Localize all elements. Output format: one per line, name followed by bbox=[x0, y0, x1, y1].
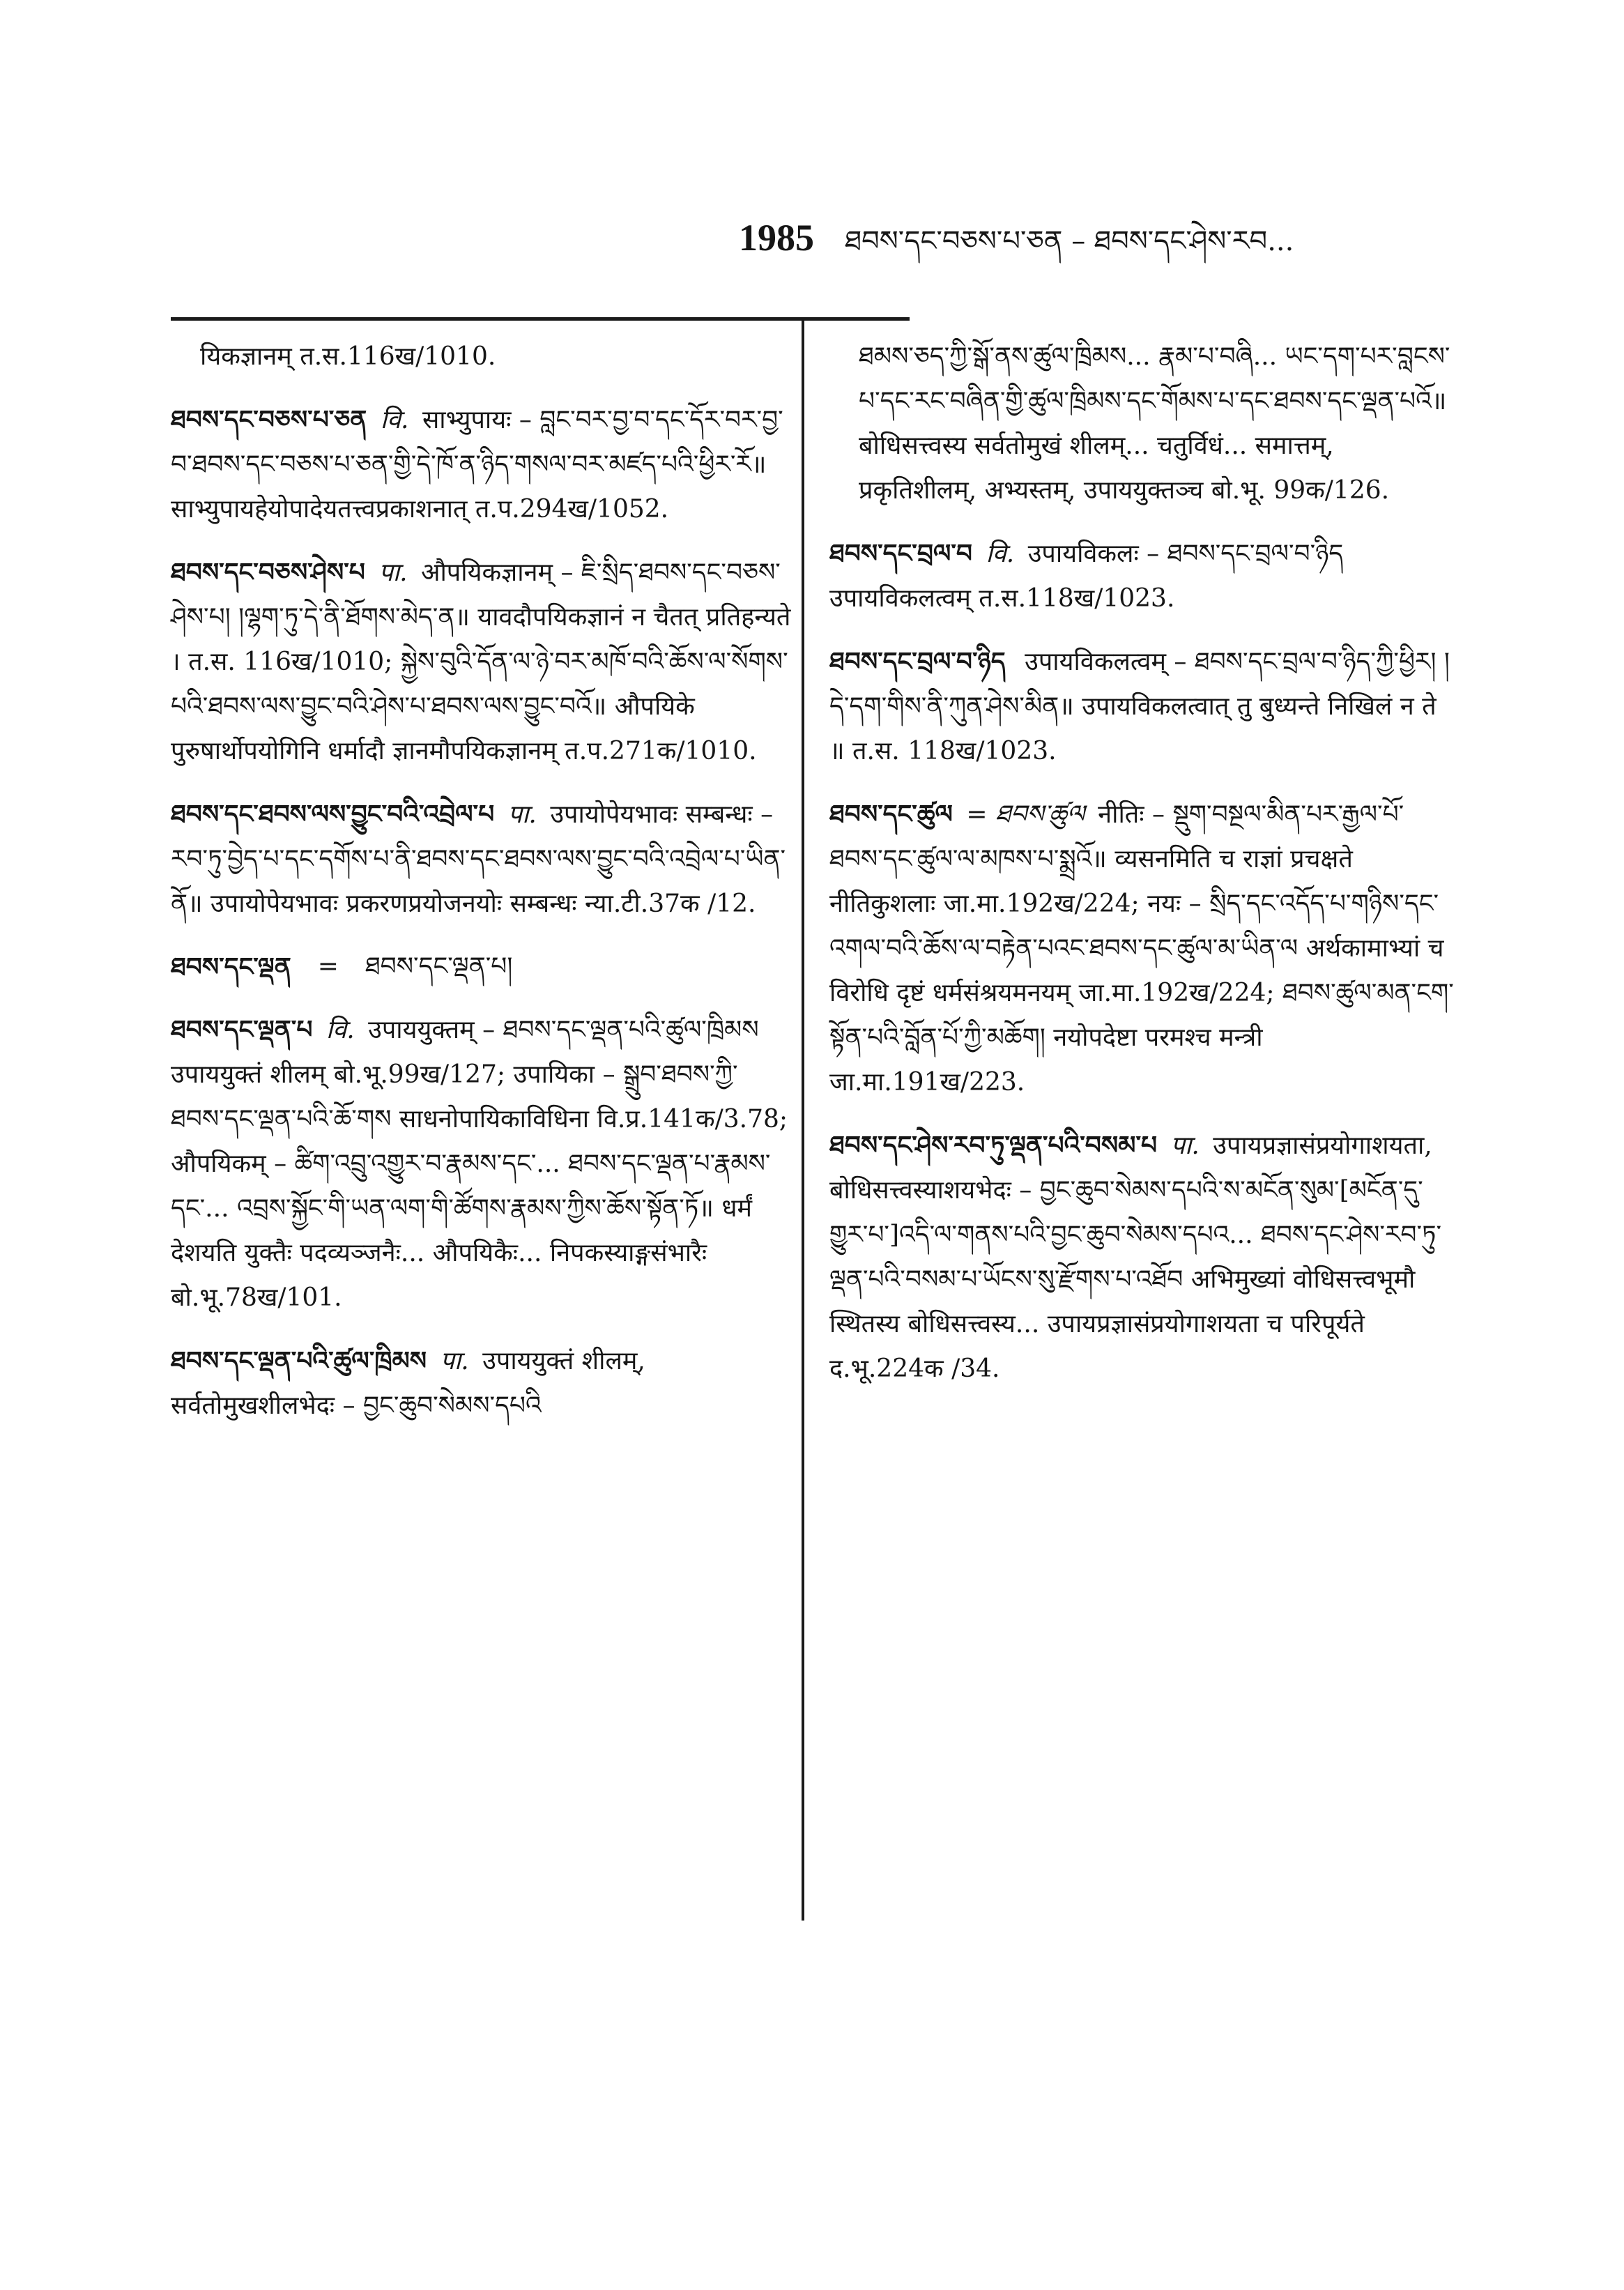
left-column bbox=[171, 335, 791, 1446]
entry-body: ཐབས་དང་ལྡན་པ། bbox=[365, 952, 513, 981]
dictionary-entry bbox=[171, 550, 791, 774]
entry-grammar: = bbox=[317, 952, 339, 981]
entry-headword: ཐབས་དང་ལྡན་པའི་ཚུལ་ཁྲིམས bbox=[171, 1346, 427, 1375]
entry-headword: ཐབས་དང་བཅས་པ་ཅན bbox=[171, 405, 367, 434]
entry-headword: ཐབས་དང་བྲལ་བ bbox=[829, 539, 972, 568]
entry-body: उपायोपेयभावः सम्बन्धः – རབ་ཏུ་བྱེད་པ་དང་དགོས་པ་ནི་ཐབས་དང་ཐབས་ལས་བྱུང་བའི་འབྲེལ་པ་ཡིན་ནོ॥ उपायोपेयभावः प्रकरणप्रयोजनयोः सम्बन्धः न्या.टी.37क /12. bbox=[171, 800, 786, 918]
dictionary-entry bbox=[171, 945, 791, 989]
right-column bbox=[829, 335, 1457, 1410]
entry-grammar: = ཐབས་ཚུལ bbox=[966, 800, 1085, 829]
entry-body: साभ्युपायः – བླང་བར་བྱ་བ་དང་དོར་བར་བྱ་བ་ཐབས་དང་བཅས་པ་ཅན་གྱི་དེ་ཁོ་ན་ཉིད་གསལ་བར་མཛད་པའི་ཕྱིར་རོ॥ साभ्युपायहेयोपादेयतत्त्वप्रकाशनात् त.प.294ख/1052. bbox=[171, 406, 783, 524]
entry-headword: ཐབས་དང་ཐབས་ལས་བྱུང་བའི་འབྲེལ་པ bbox=[171, 800, 495, 829]
dictionary-entry bbox=[829, 531, 1457, 621]
column-divider bbox=[802, 317, 804, 1921]
entry-body: यिकज्ञानम् त.स.116ख/1010. bbox=[200, 342, 496, 371]
entry-grammar: पा. bbox=[1170, 1131, 1200, 1160]
dictionary-entry bbox=[171, 1007, 791, 1320]
entry-body: उपायविकलः – ཐབས་དང་བྲལ་བ་ཉིད उपायविकलत्वम् त.स.118ख/1023. bbox=[829, 540, 1344, 613]
entry-grammar: पा. bbox=[507, 800, 537, 829]
entry-body: उपायविकलत्वम् – ཐབས་དང་བྲལ་བ་ཉིད་ཀྱི་ཕྱིར། །དེ་དག་གིས་ནི་ཀུན་ཤེས་མིན॥ उपायविकलत्वात् तु बुध्यन्ते निखिलं न ते ॥ त.स. 118ख/1023. bbox=[829, 648, 1450, 765]
dictionary-entry bbox=[171, 397, 791, 532]
dictionary-entry bbox=[171, 792, 791, 926]
entry-headword: ཐབས་དང་བྲལ་བ་ཉིད bbox=[829, 647, 1006, 676]
entry-headword: ཐབས་དང་ལྡན་པ bbox=[171, 1015, 313, 1044]
entry-grammar: वि. bbox=[325, 1016, 355, 1044]
dictionary-entry bbox=[171, 1338, 791, 1428]
entry-headword: ཐབས་དང་ལྡན bbox=[171, 952, 291, 982]
header-rule bbox=[171, 317, 910, 321]
dictionary-entry bbox=[171, 335, 791, 379]
dictionary-entry bbox=[829, 335, 1457, 513]
entry-headword: ཐབས་དང་ཤེས་རབ་ཏུ་ལྡན་པའི་བསམ་པ bbox=[829, 1131, 1158, 1160]
page-number: 1985 bbox=[739, 217, 814, 259]
dictionary-entry bbox=[829, 792, 1457, 1105]
entry-headword: ཐབས་དང་ཚུལ bbox=[829, 800, 953, 829]
dictionary-entry bbox=[829, 639, 1457, 774]
entry-grammar: वि. bbox=[986, 540, 1015, 568]
entry-body: उपाययुक्तं शीलम्, सर्वतोमुखशीलभेदः – བྱང་ཆུབ་སེམས་དཔའི bbox=[171, 1347, 645, 1420]
entry-grammar: वि. bbox=[380, 406, 409, 434]
entry-grammar: पा. bbox=[378, 558, 408, 587]
entry-grammar: पा. bbox=[440, 1347, 469, 1375]
entry-headword: ཐབས་དང་བཅས་ཤེས་པ bbox=[171, 558, 365, 587]
entry-body: औपयिकज्ञानम् – ཇི་སྲིད་ཐབས་དང་བཅས་ཤེས་པ། །ལྷག་ཏུ་དེ་ནི་ཐོགས་མེད་ན॥ यावदौपयिकज्ञानं न चैतत् प्रतिहन्यते । त.स. 116ख/1010; སྐྱེས་བུའི་དོན་ལ་ཉེ་བར་མཁོ་བའི་ཆོས་ལ་སོགས་པའི་ཐབས་ལས་བྱུང་བའི་ཤེས་པ་ཐབས་ལས་བྱུང་བའོ॥ औपयिके पुरुषार्थोपयोगिनि धर्मादौ ज्ञानमौपयिकज्ञानम् त.प.271क/1010. bbox=[171, 558, 791, 765]
entry-body: उपाययुक्तम् – ཐབས་དང་ལྡན་པའི་ཚུལ་ཁྲིམས उपाययुक्तं शीलम् बो.भू.99ख/127; उपायिका – སྒྲུབ་ཐབས་ཀྱི་ཐབས་དང་ལྡན་པའི་ཆོ་གས साधनोपायिकाविधिना वि.प्र.141क/3.78; औपयिकम् – ཚིག་འབྲུ་འགྱུར་བ་རྣམས་དང་... ཐབས་དང་ལྡན་པ་རྣམས་དང་... འབྲས་སྐྱོང་གི་ཡན་ལག་གི་ཚོགས་རྣམས་ཀྱིས་ཆོས་སྟོན་ཏོ॥ धर्मं देशयति युक्तैः पदव्यञ्जनैः... औपयिकैः... निपकस्याङ्गसंभारैः बो.भू.78ख/101. bbox=[171, 1016, 788, 1312]
entry-body: नीतिः – སྡུག་བསྔལ་མིན་པར་རྒྱལ་པོ་ཐབས་དང་ཚུལ་ལ་མཁས་པ་སྨྲའོ॥ व्यसनमिति च राज्ञां प्रचक्षते नीतिकुशलाः जा.मा.192ख/224; नयः – སྲིད་དང་འདོད་པ་གཉིས་དང་འགལ་བའི་ཆོས་ལ་བརྟེན་པའང་ཐབས་དང་ཚུལ་མ་ཡིན་ལ अर्थकामाभ्यां च विरोधि दृष्टं धर्मसंश्रयमनयम् जा.मा.192ख/224; ཐབས་ཚུལ་མན་ངག་སྟོན་པའི་བློན་པོ་ཀྱི་མཆོག། नयोपदेष्टा परमश्च मन्त्री जा.मा.191ख/223. bbox=[829, 800, 1454, 1097]
entry-body: ཐམས་ཅད་ཀྱི་སྒོ་ནས་ཚུལ་ཁྲིམས... རྣམ་པ་བཞི... ཡང་དག་པར་བླངས་པ་དང་རང་བཞིན་གྱི་ཚུལ་ཁྲིམས་དང་གོམས་པ་དང་ཐབས་དང་ལྡན་པའོ॥ बोधिसत्त्वस्य सर्वतोमुखं शीलम्... चतुर्विधं... समात्तम्, प्रकृतिशीलम्, अभ्यस्तम्, उपाययुक्तञ्च बो.भू. 99क/126. bbox=[859, 342, 1450, 505]
dictionary-entry bbox=[829, 1123, 1457, 1391]
running-head: ཐབས་དང་བཅས་པ་ཅན – ཐབས་དང་ཤེས་རབ... bbox=[845, 225, 1294, 257]
page-header bbox=[739, 209, 1575, 265]
entry-body: उपायप्रज्ञासंप्रयोगाशयता, बोधिसत्त्वस्याशयभेदः – བྱང་ཆུབ་སེམས་དཔའི་ས་མངོན་སུམ་[མངོན་དུ་གྱུར་པ་]འདི་ལ་གནས་པའི་བྱང་ཆུབ་སེམས་དཔའ... ཐབས་དང་ཤེས་རབ་ཏུ་ལྡན་པའི་བསམ་པ་ཡོངས་སུ་རྫོགས་པ་འཐོབ अभिमुख्यां वोधिसत्त्वभूमौ स्थितस्य बोधिसत्त्वस्य... उपायप्रज्ञासंप्रयोगाशयता च परिपूर्यते द.भू.224क /34. bbox=[829, 1131, 1442, 1383]
